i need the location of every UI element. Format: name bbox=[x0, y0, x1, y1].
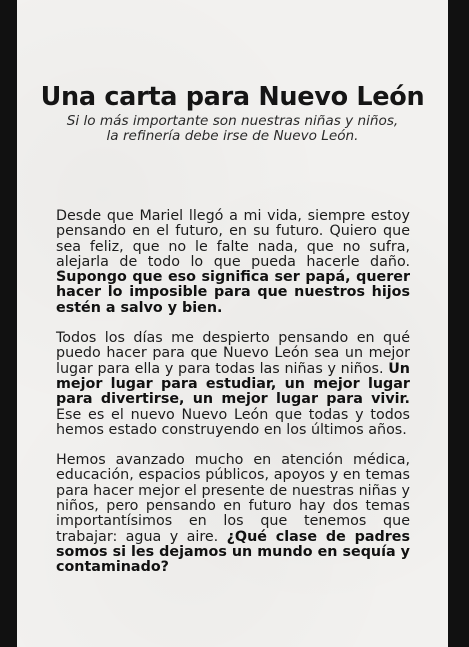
page-title: Una carta para Nuevo León bbox=[40, 82, 425, 112]
paragraph-1-text: Desde que Mariel llegó a mi vida, siempre estoy pensando en el futuro, en su futuro. Quiero que sea feliz, que no le falte nada, que no sufra, alejarla de todo lo que pueda hacerle daño. bbox=[56, 208, 410, 270]
paragraph-3-bold: ¿Qué clase de padres somos si les dejamos un mundo en sequía y contaminado? bbox=[56, 528, 410, 576]
paragraph-2-tail: Ese es el nuevo Nuevo León que todas y todos hemos estado construyendo en los últimos años. bbox=[56, 406, 410, 438]
paragraph-1-bold: Supongo que eso significa ser papá, querer hacer lo imposible para que nuestros hijos estén a salvo y bien. bbox=[56, 269, 410, 316]
subtitle-line-1: Si lo más importante son nuestras niñas y niños, bbox=[66, 113, 399, 129]
letter-page bbox=[17, 0, 448, 647]
page-subtitle bbox=[17, 114, 448, 144]
letter-body bbox=[56, 209, 410, 591]
paragraph-2-text: Todos los días me despierto pensando en qué puedo hacer para que Nuevo León sea un mejor lugar para ella y para todas las niñas y niños. bbox=[56, 330, 410, 377]
paragraph-3-text: Hemos avanzado mucho en atención médica, educación, espacios públicos, apoyos y en temas para hacer mejor el presente de nuestras niñas y niños, pero pensando en futuro hay dos temas importantísimos en los que tenemos que trabajar: agua y aire. bbox=[56, 452, 410, 545]
subtitle-line-2: la refinería debe irse de Nuevo León. bbox=[106, 128, 359, 144]
paragraph-2 bbox=[56, 331, 410, 438]
paragraph-1 bbox=[56, 209, 410, 316]
paragraph-2-bold: Un mejor lugar para estudiar, un mejor lugar para divertirse, un mejor lugar para vivir. bbox=[56, 360, 410, 408]
paragraph-3 bbox=[56, 453, 410, 575]
